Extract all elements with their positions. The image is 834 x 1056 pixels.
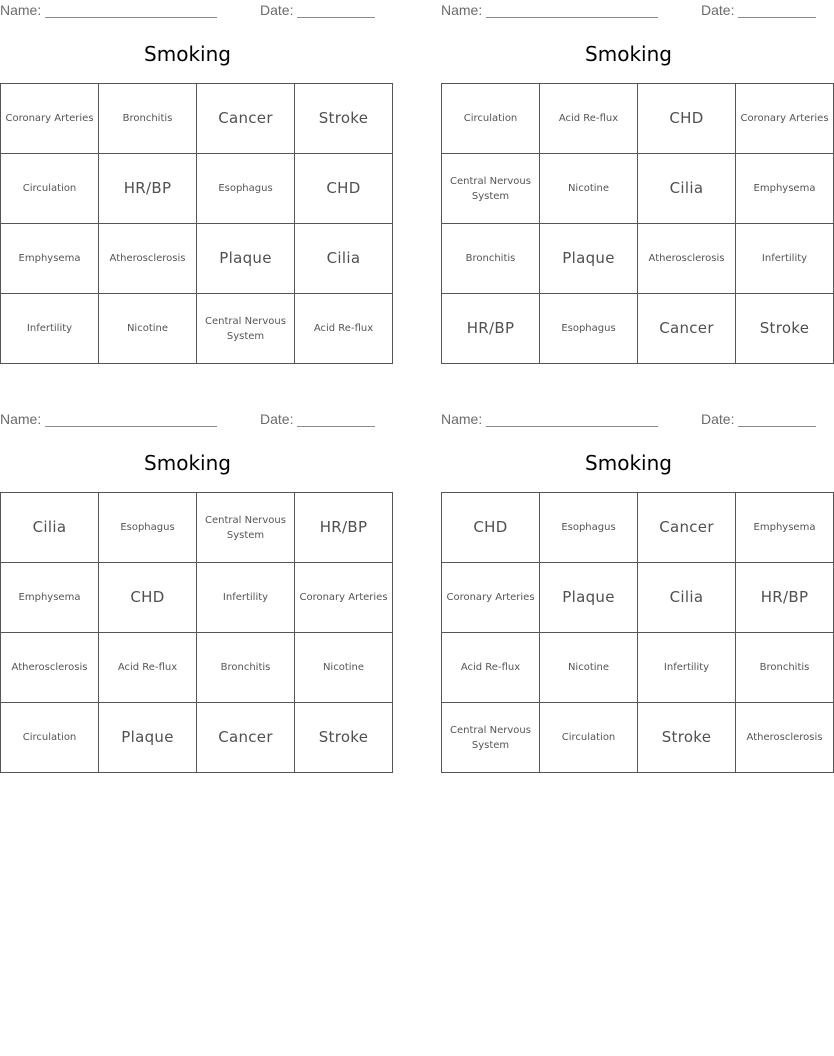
- bingo-cell: Circulation: [540, 703, 638, 773]
- name-date-header: [0, 411, 375, 429]
- bingo-cell: Plaque: [540, 224, 638, 294]
- bingo-row: [1, 224, 393, 294]
- bingo-row: [442, 84, 834, 154]
- bingo-cell: Acid Re-flux: [442, 633, 540, 703]
- bingo-cell: Bronchitis: [99, 84, 197, 154]
- bingo-card: [441, 0, 829, 365]
- date-blank-line[interactable]: [297, 411, 375, 427]
- card-title: Smoking: [144, 42, 231, 66]
- bingo-cell: Cancer: [638, 294, 736, 364]
- bingo-cell: Central Nervous System: [197, 294, 295, 364]
- bingo-cell: Bronchitis: [736, 633, 834, 703]
- bingo-cell: CHD: [295, 154, 393, 224]
- bingo-cell: Stroke: [736, 294, 834, 364]
- bingo-cell: Bronchitis: [197, 633, 295, 703]
- bingo-cell: HR/BP: [99, 154, 197, 224]
- bingo-cell: Plaque: [197, 224, 295, 294]
- name-label: Name:: [0, 2, 42, 18]
- bingo-cell: HR/BP: [442, 294, 540, 364]
- bingo-cell: Central Nervous System: [442, 154, 540, 224]
- bingo-cell: Nicotine: [540, 154, 638, 224]
- bingo-cell: Atherosclerosis: [638, 224, 736, 294]
- bingo-cell: Coronary Arteries: [442, 563, 540, 633]
- name-date-header: [441, 411, 816, 429]
- bingo-row: [442, 493, 834, 563]
- bingo-cell: Stroke: [638, 703, 736, 773]
- bingo-cell: HR/BP: [295, 493, 393, 563]
- bingo-cell: Coronary Arteries: [295, 563, 393, 633]
- bingo-cell: Atherosclerosis: [99, 224, 197, 294]
- bingo-card: [441, 409, 823, 774]
- bingo-cell: Circulation: [1, 154, 99, 224]
- bingo-row: [1, 633, 393, 703]
- bingo-cell: CHD: [99, 563, 197, 633]
- bingo-cell: Circulation: [1, 703, 99, 773]
- bingo-row: [442, 154, 834, 224]
- bingo-row: [442, 224, 834, 294]
- bingo-cell: Emphysema: [1, 563, 99, 633]
- bingo-cell: Circulation: [442, 84, 540, 154]
- bingo-card: [0, 0, 375, 365]
- bingo-row: [1, 703, 393, 773]
- bingo-cell: Plaque: [540, 563, 638, 633]
- name-date-header: [0, 2, 375, 20]
- bingo-cell: Emphysema: [1, 224, 99, 294]
- bingo-cell: Plaque: [99, 703, 197, 773]
- date-label: Date:: [701, 411, 735, 427]
- bingo-grid: [441, 83, 834, 364]
- bingo-cell: Cancer: [638, 493, 736, 563]
- bingo-cell: Esophagus: [540, 493, 638, 563]
- bingo-cell: Nicotine: [295, 633, 393, 703]
- bingo-cell: Infertility: [736, 224, 834, 294]
- bingo-row: [442, 703, 834, 773]
- bingo-cell: Atherosclerosis: [736, 703, 834, 773]
- bingo-cell: Esophagus: [99, 493, 197, 563]
- bingo-cell: Stroke: [295, 703, 393, 773]
- date-blank-line[interactable]: [297, 2, 375, 18]
- bingo-cell: Acid Re-flux: [99, 633, 197, 703]
- date-label: Date:: [701, 2, 735, 18]
- name-blank-line[interactable]: [486, 411, 658, 427]
- bingo-cell: Cilia: [295, 224, 393, 294]
- bingo-cell: Bronchitis: [442, 224, 540, 294]
- bingo-cell: Central Nervous System: [442, 703, 540, 773]
- bingo-row: [442, 563, 834, 633]
- bingo-cell: Cilia: [638, 154, 736, 224]
- bingo-cell: Coronary Arteries: [1, 84, 99, 154]
- bingo-cell: Cilia: [1, 493, 99, 563]
- bingo-row: [1, 563, 393, 633]
- bingo-cell: Cancer: [197, 84, 295, 154]
- name-blank-line[interactable]: [45, 2, 217, 18]
- card-title: Smoking: [144, 451, 231, 475]
- bingo-row: [1, 294, 393, 364]
- bingo-card: [0, 409, 388, 774]
- bingo-cell: Infertility: [1, 294, 99, 364]
- bingo-grid: [0, 83, 393, 364]
- bingo-cell: Atherosclerosis: [1, 633, 99, 703]
- name-label: Name:: [441, 2, 483, 18]
- name-label: Name:: [0, 411, 42, 427]
- bingo-cell: Cilia: [638, 563, 736, 633]
- bingo-cell: Esophagus: [197, 154, 295, 224]
- bingo-row: [1, 84, 393, 154]
- bingo-row: [442, 294, 834, 364]
- bingo-grid: [441, 492, 834, 773]
- bingo-row: [1, 493, 393, 563]
- bingo-cell: Central Nervous System: [197, 493, 295, 563]
- bingo-cell: CHD: [638, 84, 736, 154]
- card-title: Smoking: [585, 42, 672, 66]
- bingo-grid: [0, 492, 393, 773]
- name-date-header: [441, 2, 816, 20]
- date-blank-line[interactable]: [738, 411, 816, 427]
- bingo-cell: Nicotine: [99, 294, 197, 364]
- bingo-cell: Esophagus: [540, 294, 638, 364]
- bingo-row: [1, 154, 393, 224]
- bingo-cell: Coronary Arteries: [736, 84, 834, 154]
- bingo-cell: CHD: [442, 493, 540, 563]
- name-blank-line[interactable]: [45, 411, 217, 427]
- name-blank-line[interactable]: [486, 2, 658, 18]
- bingo-cell: Acid Re-flux: [295, 294, 393, 364]
- bingo-cell: Emphysema: [736, 493, 834, 563]
- bingo-row: [442, 633, 834, 703]
- card-title: Smoking: [585, 451, 672, 475]
- bingo-cell: Infertility: [638, 633, 736, 703]
- bingo-cell: Acid Re-flux: [540, 84, 638, 154]
- name-label: Name:: [441, 411, 483, 427]
- date-label: Date:: [260, 2, 294, 18]
- bingo-cell: Cancer: [197, 703, 295, 773]
- date-label: Date:: [260, 411, 294, 427]
- bingo-cell: Emphysema: [736, 154, 834, 224]
- bingo-cell: Infertility: [197, 563, 295, 633]
- bingo-cell: Stroke: [295, 84, 393, 154]
- date-blank-line[interactable]: [738, 2, 816, 18]
- bingo-cell: HR/BP: [736, 563, 834, 633]
- bingo-cell: Nicotine: [540, 633, 638, 703]
